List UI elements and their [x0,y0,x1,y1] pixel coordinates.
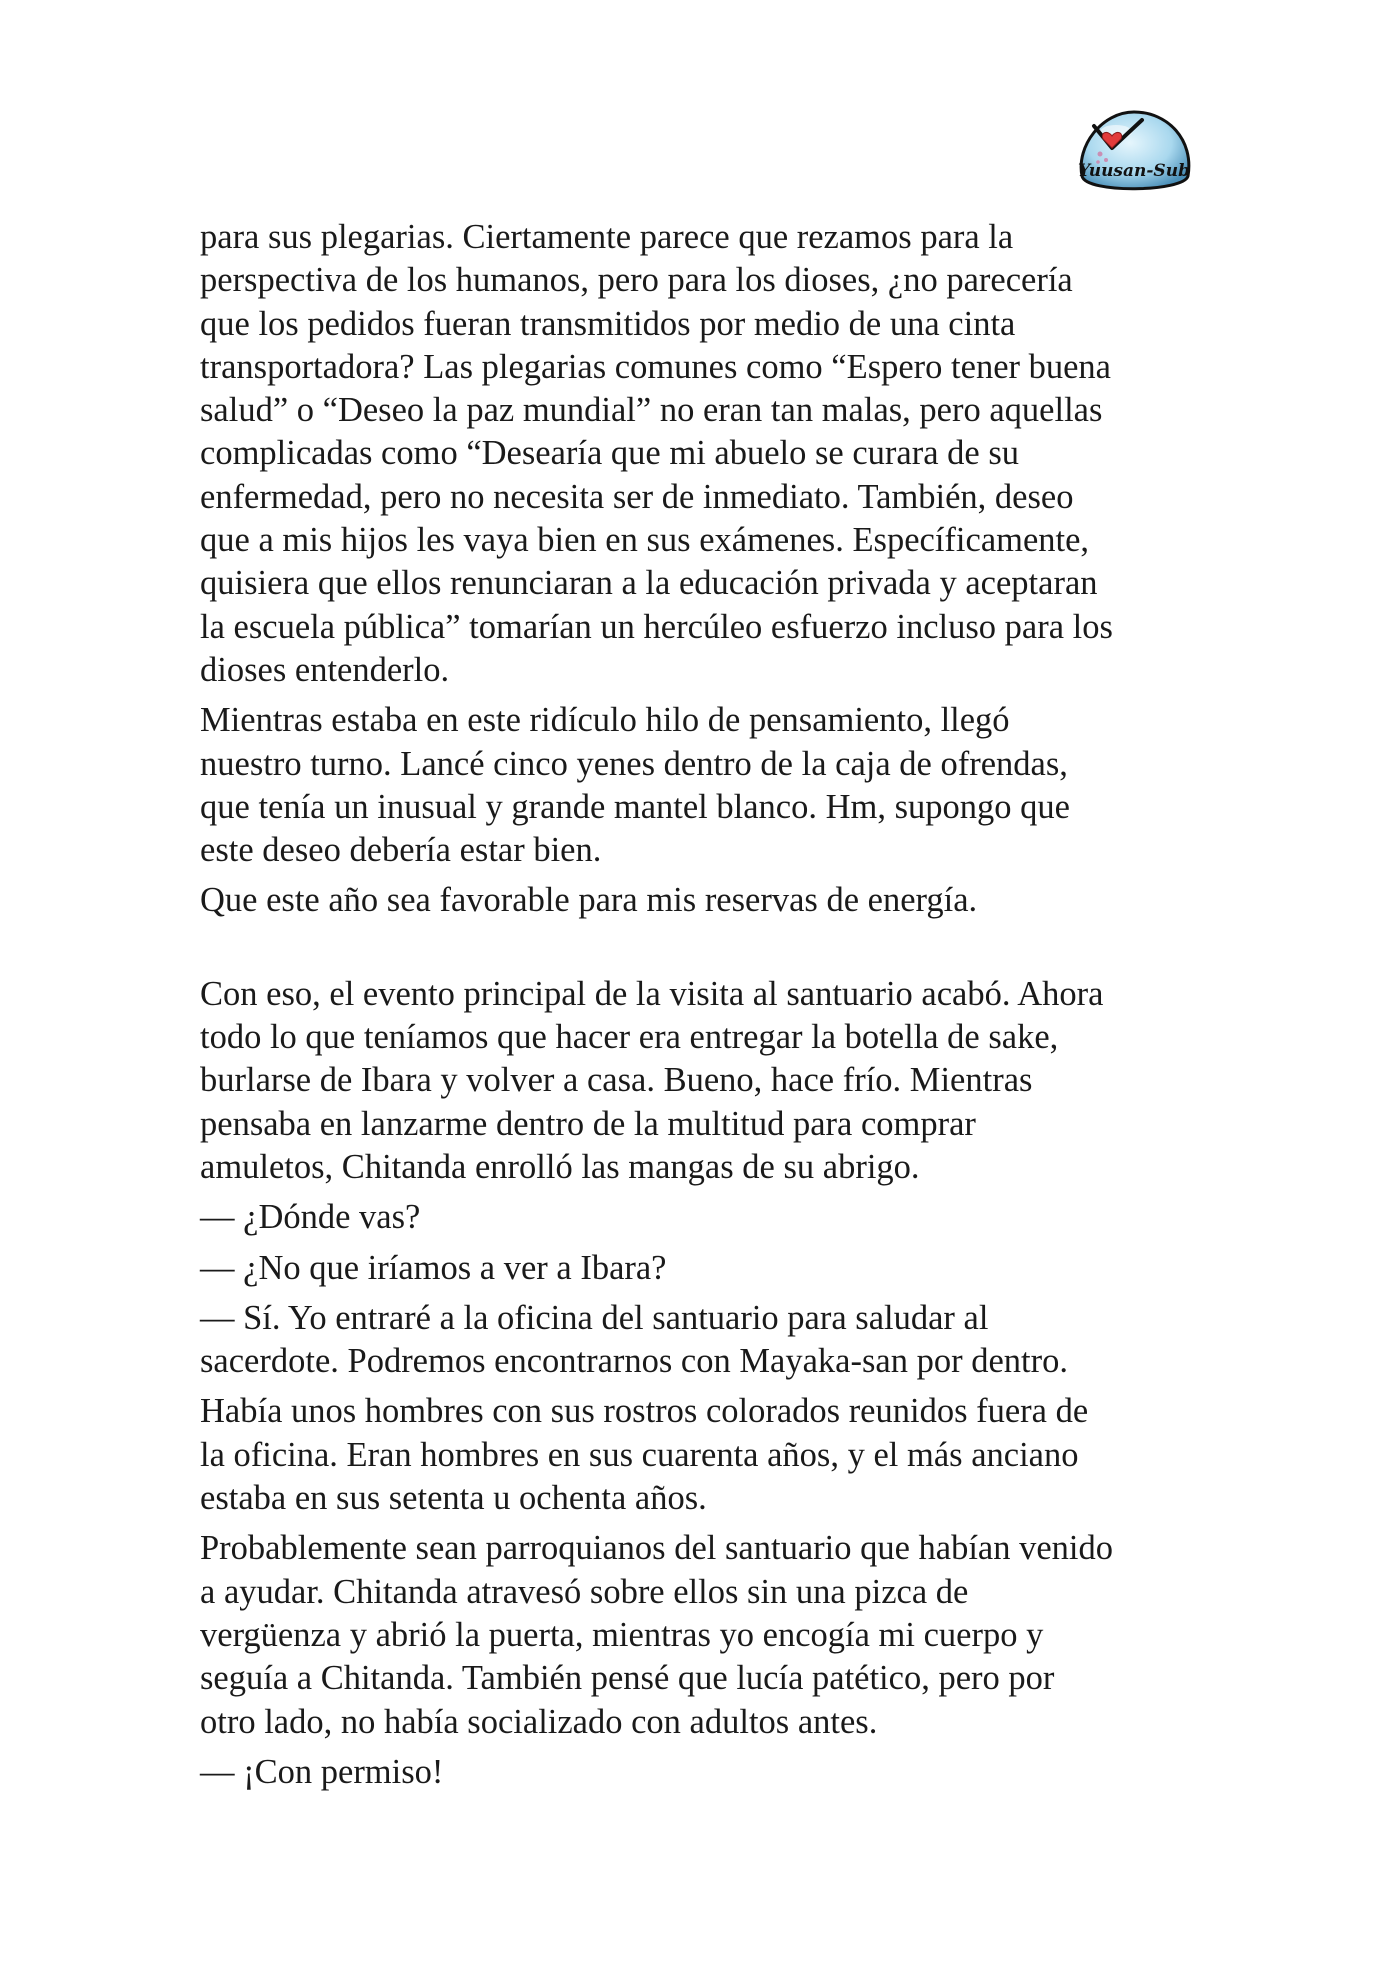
text-line: que los pedidos fueran transmitidos por medio de una cinta [200,304,1016,343]
paragraph [200,699,1210,872]
text-line: Probablemente sean parroquianos del santuario que habían venido [200,1529,1114,1568]
paragraph [200,1247,1210,1290]
text-line: — Sí. Yo entraré a la oficina del santuario para saludar al [200,1298,989,1337]
text-line: sacerdote. Podremos encontrarnos con Mayaka-san por dentro. [200,1342,1068,1381]
text-line: — ¿No que iríamos a ver a Ibara? [200,1248,667,1287]
text-line: salud” o “Deseo la paz mundial” no eran tan malas, pero aquellas [200,391,1103,430]
text-line: la oficina. Eran hombres en sus cuarenta años, y el más anciano [200,1435,1079,1474]
text-line: otro lado, no había socializado con adultos antes. [200,1702,878,1741]
text-line: enfermedad, pero no necesita ser de inmediato. También, deseo [200,477,1074,516]
text-line: vergüenza y abrió la puerta, mientras yo encogía mi cuerpo y [200,1615,1044,1654]
logo-text: Yuusan-Sub [1078,161,1190,181]
text-line: quisiera que ellos renunciaran a la educación privada y aceptaran [200,564,1098,603]
logo-bubble-icon [1072,106,1196,198]
text-line: amuletos, Chitanda enrolló las mangas de su abrigo. [200,1147,920,1186]
text-line: todo lo que teníamos que hacer era entregar la botella de sake, [200,1018,1059,1057]
text-line: Que este año sea favorable para mis reservas de energía. [200,881,978,920]
paragraph [200,879,1210,922]
paragraph [200,1751,1210,1794]
text-line: este deseo debería estar bien. [200,831,602,870]
text-line: dioses entenderlo. [200,650,450,689]
text-line: nuestro turno. Lancé cinco yenes dentro de la caja de ofrendas, [200,744,1068,783]
paragraph [200,1390,1210,1520]
text-line: transportadora? Las plegarias comunes como “Espero tener buena [200,347,1111,386]
paragraph [200,1196,1210,1239]
paragraph [200,1297,1210,1384]
text-line: burlarse de Ibara y volver a casa. Bueno, hace frío. Mientras [200,1061,1033,1100]
text-line: a ayudar. Chitanda atravesó sobre ellos sin una pizca de [200,1572,969,1611]
text-line: Con eso, el evento principal de la visita al santuario acabó. Ahora [200,974,1104,1013]
text-line: — ¡Con permiso! [200,1752,444,1791]
text-line: estaba en sus setenta u ochenta años. [200,1479,707,1518]
paragraph [200,973,1210,1189]
document-body [200,216,1210,1801]
text-line: seguía a Chitanda. También pensé que lucía patético, pero por [200,1659,1055,1698]
text-line: Había unos hombres con sus rostros colorados reunidos fuera de [200,1392,1089,1431]
text-line: que a mis hijos les vaya bien en sus exámenes. Específicamente, [200,521,1090,560]
text-line: perspectiva de los humanos, pero para los dioses, ¿no parecería [200,261,1073,300]
text-line: pensaba en lanzarme dentro de la multitud para comprar [200,1104,976,1143]
paragraph [200,216,1210,692]
text-line: para sus plegarias. Ciertamente parece que rezamos para la [200,218,1014,256]
text-line: complicadas como “Desearía que mi abuelo se curara de su [200,434,1020,473]
text-line: — ¿Dónde vas? [200,1198,421,1237]
paragraph [200,1527,1210,1743]
text-line: Mientras estaba en este ridículo hilo de pensamiento, llegó [200,701,1010,740]
yuusan-sub-logo [1072,106,1196,198]
text-line: la escuela pública” tomarían un hercúleo esfuerzo incluso para los [200,607,1113,646]
text-line: que tenía un inusual y grande mantel blanco. Hm, supongo que [200,787,1070,826]
